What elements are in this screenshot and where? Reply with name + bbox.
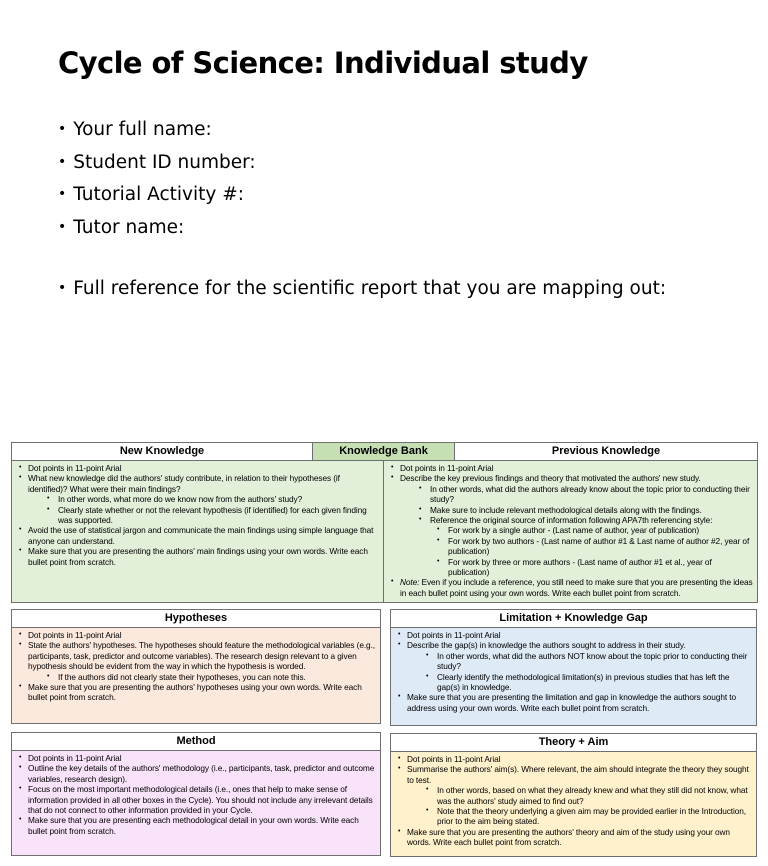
field-full-name[interactable]: • Your full name:	[58, 118, 256, 151]
new_knowledge.items-item: • Avoid the use of statistical jargon and communicate the main findings using simple language that anyone can understand.	[16, 525, 379, 546]
theory.items-item: • Make sure that you are presenting the authors' theory and aim of the study using your own words. Write each bullet point from scratch.	[395, 827, 752, 848]
field-tutorial-activity[interactable]: • Tutorial Activity #:	[58, 183, 256, 216]
hypotheses.items-item: • Make sure that you are presenting the authors' hypotheses using your own words. Write each bullet point from scratch.	[16, 682, 376, 703]
limitation-body-list	[395, 630, 752, 713]
field-tutor-name[interactable]: • Tutor name:	[58, 216, 256, 249]
method.items-item: • Focus on the most important methodological details (i.e., ones that help to make sense of information provided in all other boxes in the Cycle). You should not include any irrelevant details that do not connect to other information provided in your Cycle.	[16, 784, 376, 815]
previous_knowledge.items-item: • Reference the original source of information following APA7th referencing style:	[388, 515, 753, 525]
new_knowledge.items-item: • What new knowledge did the authors' study contribute, in relation to their hypotheses (if identified)? What were their main findings?	[16, 473, 379, 494]
previous_knowledge.items-item: • Dot points in 11-point Arial	[388, 463, 753, 473]
new_knowledge.items-item: • Make sure that you are presenting the authors' main findings using your own words. Write each bullet point from scratch.	[16, 546, 379, 567]
method.items-item: • Dot points in 11-point Arial	[16, 753, 376, 763]
limitation.items-item: • Describe the gap(s) in knowledge the authors sought to address in their study.	[395, 640, 752, 650]
new_knowledge.items-item: • Clearly state whether or not the relevant hypothesis (if identified) for each given finding was supported.	[16, 505, 379, 526]
previous-knowledge-list	[388, 463, 753, 577]
previous-knowledge-body	[383, 461, 757, 602]
new_knowledge.items-item: • In other words, what more do we know now from the authors' study?	[16, 494, 379, 504]
previous_knowledge.items-item: • Describe the key previous findings and theory that motivated the authors' new study.	[388, 473, 753, 483]
new-knowledge-body-list	[16, 463, 379, 567]
previous_knowledge.items-item: • For work by a single author - (Last name of author, year of publication)	[388, 525, 753, 535]
theory-header: Theory + Aim	[390, 733, 757, 752]
method-header: Method	[11, 732, 381, 751]
previous-knowledge-header: Previous Knowledge	[454, 442, 758, 461]
theory-body-list	[395, 754, 752, 848]
limitation-header: Limitation + Knowledge Gap	[390, 609, 757, 628]
field-full-reference[interactable]: • Full reference for the scientific report that you are mapping out:	[58, 278, 666, 299]
previous_knowledge.items-item: • In other words, what did the authors already know about the topic prior to conducting their study?	[388, 484, 753, 505]
note-label: Note:	[400, 577, 420, 588]
knowledge-bank-header: Knowledge Bank	[312, 442, 455, 461]
limitation.items-item: • Clearly identify the methodological limitation(s) in previous studies that has left the gap(s) in knowledge.	[395, 672, 752, 693]
hypotheses-body	[12, 628, 380, 723]
note-text: Even if you include a reference, you still need to make sure that you are presenting the ideas in each bullet point using your own words. Write each bullet point from scratch.	[400, 577, 753, 598]
hypotheses.items-item: • State the authors' hypotheses. The hypotheses should feature the methodological variables (e.g., participants, task, predictor and outcome variables). The research design relevant to a given hypothesis should be evident from the way in which the hypothesis is worded.	[16, 640, 376, 671]
theory-body	[391, 752, 756, 856]
theory.items-item: • Dot points in 11-point Arial	[395, 754, 752, 764]
hypotheses.items-item: • Dot points in 11-point Arial	[16, 630, 376, 640]
new_knowledge.items-item: • Dot points in 11-point Arial	[16, 463, 379, 473]
method-body-list	[16, 753, 376, 836]
theory.items-item: • Note that the theory underlying a given aim may be provided earlier in the Introduction, prior to the aim being stated.	[395, 806, 752, 827]
limitation.items-item: • In other words, what did the authors NOT know about the topic prior to conducting their study?	[395, 651, 752, 672]
new-knowledge-body	[12, 461, 383, 602]
method-body	[12, 751, 380, 855]
theory.items-item: • Summarise the authors' aim(s). Where relevant, the aim should integrate the theory they sought to test.	[395, 764, 752, 785]
method.items-item: • Outline the key details of the authors' methodology (i.e., participants, task, predictor and outcome variables, research design).	[16, 763, 376, 784]
limitation.items-item: • Make sure that you are presenting the limitation and gap in knowledge the authors sought to address using your own words. Write each bullet point from scratch.	[395, 692, 752, 713]
page-title: Cycle of Science: Individual study	[58, 46, 588, 80]
hypotheses-header: Hypotheses	[11, 609, 381, 628]
previous_knowledge.items-item: • For work by three or more authors - (Last name of author #1 et al., year of publication)	[388, 557, 753, 578]
student-fields	[58, 118, 256, 248]
limitation.items-item: • Dot points in 11-point Arial	[395, 630, 752, 640]
hypotheses.items-item: • If the authors did not clearly state their hypotheses, you can note this.	[16, 672, 376, 682]
previous-knowledge-note	[388, 577, 753, 598]
hypotheses-body-list	[16, 630, 376, 703]
limitation-body	[391, 628, 756, 725]
theory.items-item: • In other words, based on what they already knew and what they still did not know, what was the authors' study aimed to find out?	[395, 785, 752, 806]
method.items-item: • Make sure that you are presenting each methodological detail in your own words. Write each bullet point from scratch.	[16, 815, 376, 836]
new-knowledge-header: New Knowledge	[11, 442, 313, 461]
field-student-id[interactable]: • Student ID number:	[58, 151, 256, 184]
previous_knowledge.items-item: • Make sure to include relevant methodological details along with the findings.	[388, 505, 753, 515]
previous_knowledge.items-item: • For work by two authors - (Last name of author #1 & Last name of author #2, year of publication)	[388, 536, 753, 557]
